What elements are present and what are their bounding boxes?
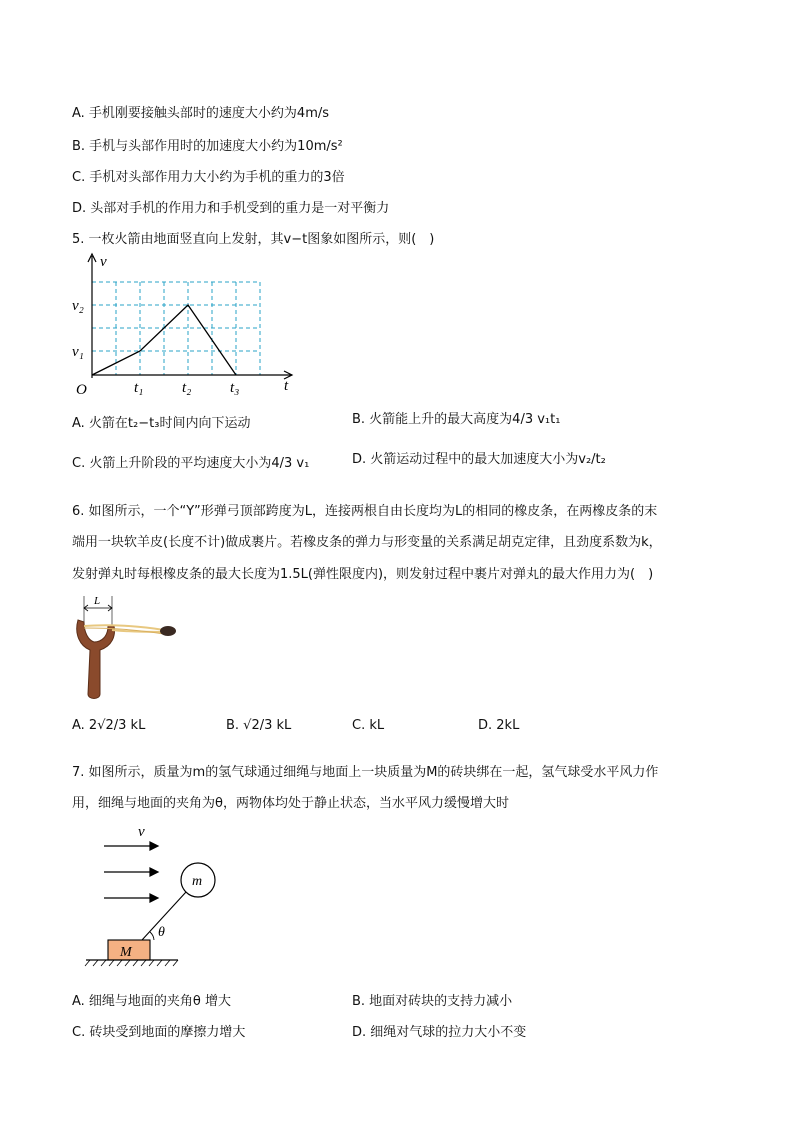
q5-y-axis-label: v: [100, 254, 107, 270]
q6-stem-line2: 端用一块软羊皮(长度不计)做成裹片。若橡皮条的弹力与形变量的关系满足胡克定律，且劲度系数为k，: [72, 535, 662, 550]
q6-option-a: A. 2√2/3 kL: [72, 718, 146, 733]
wind-arrow-icon: [150, 842, 158, 850]
q5-x-axis-label: t: [284, 378, 289, 394]
q5-option-b: B. 火箭能上升的最大高度为4/3 v₁t₁: [352, 412, 561, 427]
q4-option-d: D. 头部对手机的作用力和手机受到的重力是一对平衡力: [72, 201, 390, 216]
q7-brick-label: M: [120, 945, 132, 960]
q4-option-a: A. 手机刚要接触头部时的速度大小约为4m/s: [72, 106, 330, 121]
q7-option-b: B. 地面对砖块的支持力减小: [352, 994, 513, 1009]
q7-option-d: D. 细绳对气球的拉力大小不变: [352, 1025, 527, 1040]
q7-angle-label: θ: [158, 925, 165, 940]
wind-arrow-icon: [150, 894, 158, 902]
q7-balloon-figure: [84, 822, 234, 972]
q5-tick-v2: v₂: [72, 298, 84, 314]
q7-option-a: A. 细绳与地面的夹角θ 增大: [72, 994, 232, 1009]
q7-option-c: C. 砖块受到地面的摩擦力增大: [72, 1025, 246, 1040]
q5-tick-t3: t₃: [230, 380, 240, 396]
q6-option-c: C. kL: [352, 718, 385, 733]
q7-stem-line1: 7. 如图所示，质量为m的氢气球通过细绳与地面上一块质量为M的砖块绑在一起，氢气球受水平风力作: [72, 765, 659, 780]
q6-stem-line3: 发射弹丸时每根橡皮条的最大长度为1.5L(弹性限度内)，则发射过程中裹片对弹丸的最大作用力为( ): [72, 567, 654, 582]
q5-option-a: A. 火箭在t₂−t₃时间内向下运动: [72, 416, 251, 431]
q5-tick-t2: t₂: [182, 380, 192, 396]
q6-stem-line1: 6. 如图所示，一个“Y”形弹弓顶部跨度为L，连接两根自由长度均为L的相同的橡皮条，在两橡皮条的末: [72, 504, 658, 519]
q7-stem-line2: 用，细绳与地面的夹角为θ，两物体均处于静止状态，当水平风力缓慢增大时: [72, 796, 509, 811]
q7-balloon-label: m: [192, 874, 203, 889]
q5-vt-graph: [70, 250, 310, 400]
q6-slingshot-figure: [70, 590, 185, 705]
q4-option-b: B. 手机与头部作用时的加速度大小约为10m/s²: [72, 139, 343, 154]
q5-origin-label: O: [76, 382, 87, 398]
q6-option-d: D. 2kL: [478, 718, 520, 733]
q4-option-c: C. 手机对头部作用力大小约为手机的重力的3倍: [72, 170, 345, 185]
q5-option-c: C. 火箭上升阶段的平均速度大小为4/3 v₁: [72, 456, 310, 471]
q5-option-d: D. 火箭运动过程中的最大加速度大小为v₂/t₂: [352, 452, 606, 467]
q6-figure-label: L: [94, 595, 101, 607]
q6-option-b: B. √2/3 kL: [226, 718, 292, 733]
q7-wind-label: v: [138, 824, 145, 840]
wind-arrow-icon: [150, 868, 158, 876]
q5-stem: 5. 一枚火箭由地面竖直向上发射，其v−t图象如图所示，则( ): [72, 232, 435, 247]
q5-tick-v1: v₁: [72, 344, 84, 360]
q5-tick-t1: t₁: [134, 380, 144, 396]
